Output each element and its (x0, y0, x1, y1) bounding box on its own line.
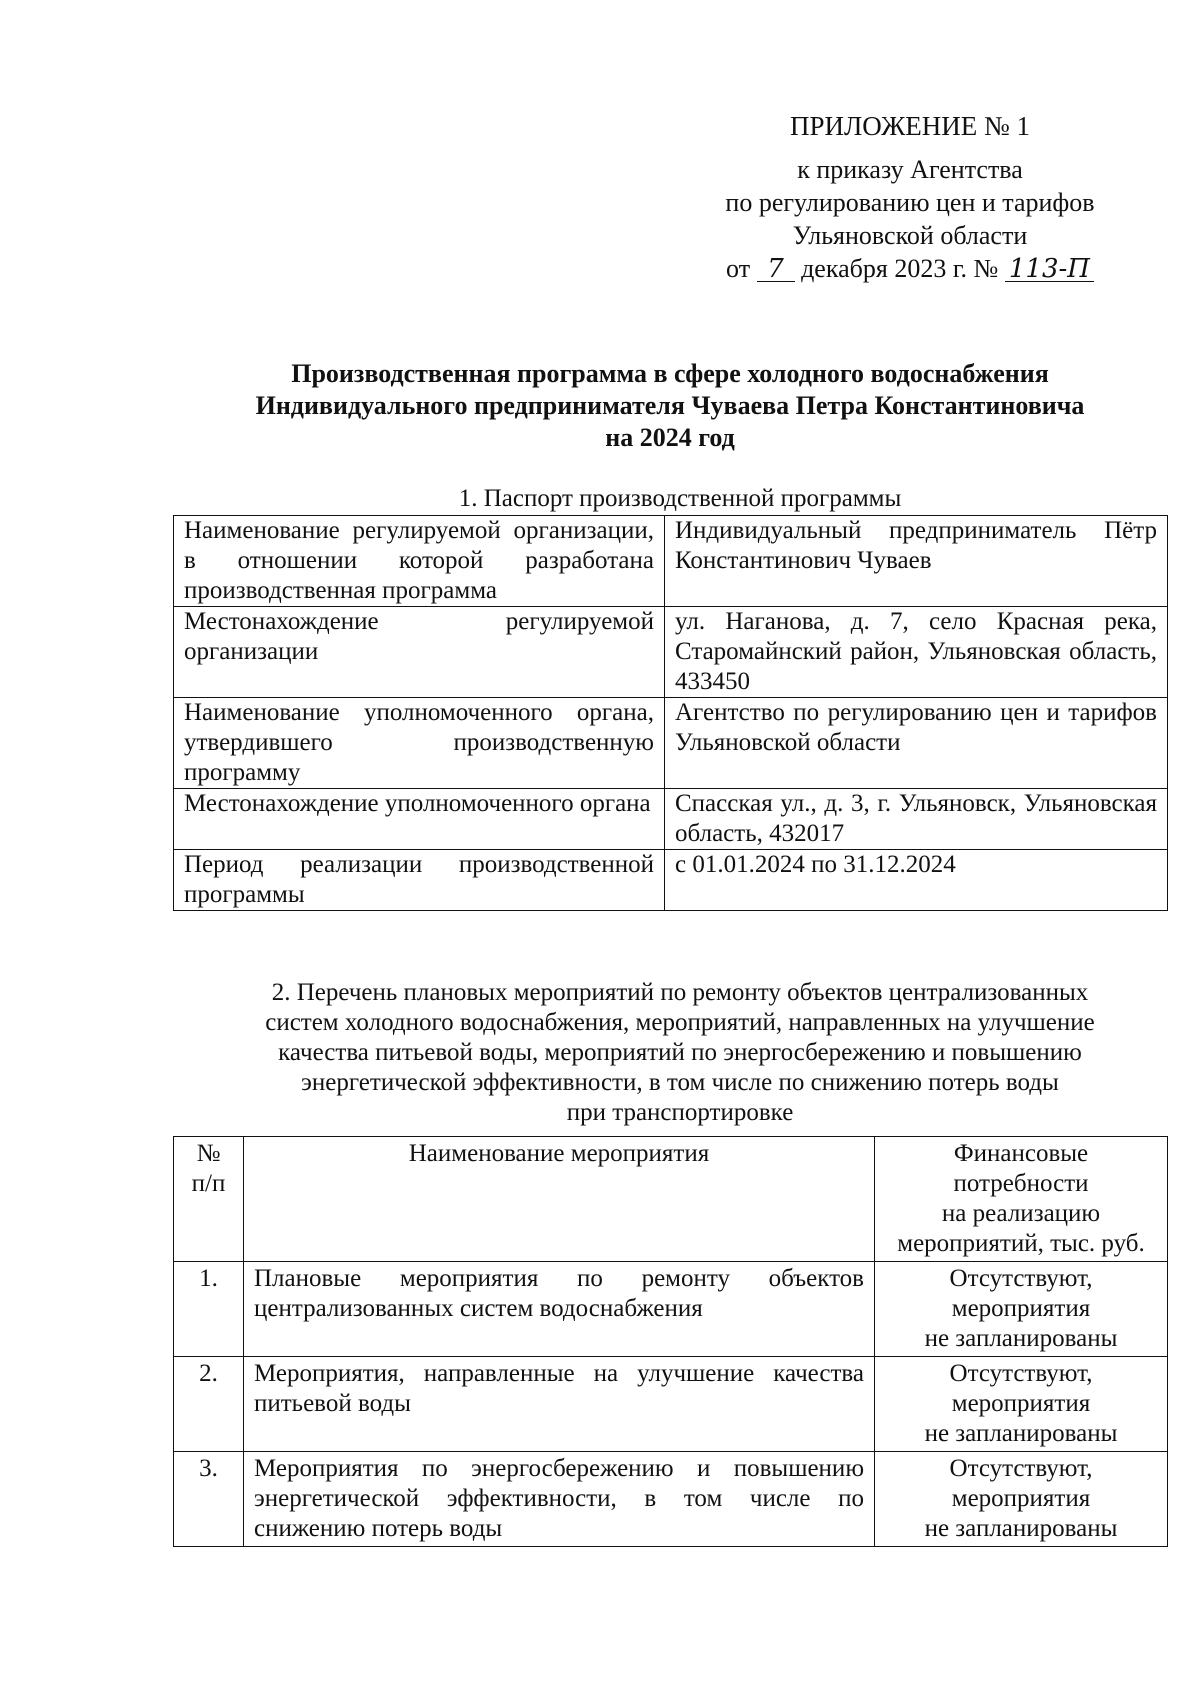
passport-label: Наименование уполномоченного органа, утвердившего производственную программу (174, 698, 665, 789)
appendix-line-1: к приказу Агентства (797, 155, 1023, 184)
table-row (174, 698, 1168, 789)
row-number: 3. (174, 1452, 244, 1547)
section-2-heading (130, 978, 1200, 1128)
measure-financing (875, 1452, 1168, 1547)
section-2-heading-line-1: 2. Перечень плановых мероприятий по ремонту объектов централизованных (271, 979, 1089, 1006)
table-row (174, 516, 1168, 607)
section-1-heading: 1. Паспорт производственной программы (458, 485, 902, 512)
financing-line: мероприятия (951, 1295, 1091, 1322)
passport-value: Агентство по регулированию цен и тарифов Ульяновской области (665, 698, 1168, 789)
measure-name: Плановые мероприятия по ремонту объектов централизованных систем водоснабжения (244, 1262, 875, 1357)
handwritten-order-number: 113-П (1005, 257, 1094, 282)
table-row (174, 1452, 1168, 1547)
measure-name: Мероприятия по энергосбережению и повышению энергетической эффективности, в том числе по снижению потерь воды (244, 1452, 875, 1547)
financing-line: не запланированы (924, 1420, 1118, 1447)
financing-line: мероприятия (951, 1485, 1091, 1512)
appendix-line-3: Ульяновской области (792, 221, 1028, 250)
table-row (174, 1262, 1168, 1357)
passport-value: с 01.01.2024 по 31.12.2024 (665, 850, 1168, 911)
title-line-2: Индивидуального предпринимателя Чуваева Петра Константиновича (255, 391, 1085, 420)
section-2-heading-line-4: энергетической эффективности, в том числе по снижению потерь воды (301, 1069, 1059, 1096)
financing-line: Отсутствуют, (949, 1265, 1093, 1292)
handwritten-day: 7 (757, 257, 795, 282)
appendix-title: ПРИЛОЖЕНИЕ № 1 (789, 111, 1031, 141)
table-row (174, 1357, 1168, 1452)
passport-table (173, 515, 1168, 911)
column-header-financing-line: на реализацию (941, 1200, 1101, 1227)
table-row (174, 607, 1168, 698)
order-date-line (700, 252, 1120, 285)
table-row (174, 789, 1168, 850)
passport-value: Спасская ул., д. 3, г. Ульяновск, Ульяновская область, 432017 (665, 789, 1168, 850)
passport-value: Индивидуальный предприниматель Пётр Константинович Чуваев (665, 516, 1168, 607)
passport-value: ул. Наганова, д. 7, село Красная река, Старомайнский район, Ульяновская область, 433450 (665, 607, 1168, 698)
financing-line: не запланированы (924, 1325, 1118, 1352)
passport-label: Период реализации производственной программы (174, 850, 665, 911)
financing-line: мероприятия (951, 1390, 1091, 1417)
passport-label: Местонахождение регулируемой организации (174, 607, 665, 698)
column-header-financing-line: Финансовые (953, 1140, 1089, 1167)
section-2-heading-line-5: при транспортировке (566, 1099, 794, 1126)
table-row (174, 850, 1168, 911)
passport-label: Наименование регулируемой организации, в отношении которой разработана производственная программа (174, 516, 665, 607)
appendix-block (700, 110, 1120, 285)
title-line-1: Производственная программа в сфере холодного водоснабжения (291, 359, 1049, 388)
measure-name: Мероприятия, направленные на улучшение качества питьевой воды (244, 1357, 875, 1452)
date-prefix: от (726, 254, 751, 283)
title-line-3: на 2024 год (605, 423, 735, 452)
section-2-heading-line-3: качества питьевой воды, мероприятий по энергосбережению и повышению (278, 1039, 1082, 1066)
section-2-heading-line-2: систем холодного водоснабжения, мероприятий, направленных на улучшение (265, 1009, 1095, 1036)
financing-line: Отсутствуют, (949, 1360, 1093, 1387)
column-header-name: Наименование мероприятия (244, 1137, 875, 1262)
passport-label: Местонахождение уполномоченного органа (174, 789, 665, 850)
measure-financing (875, 1357, 1168, 1452)
measures-table (173, 1136, 1168, 1547)
appendix-line-2: по регулированию цен и тарифов (725, 188, 1095, 217)
column-header-number (174, 1137, 244, 1262)
measure-financing (875, 1262, 1168, 1357)
column-header-number-line: п/п (191, 1170, 226, 1197)
row-number: 1. (174, 1262, 244, 1357)
column-header-number-line: № (196, 1140, 221, 1167)
column-header-financing (875, 1137, 1168, 1262)
date-text: декабря 2023 г. № (801, 254, 999, 283)
financing-line: не запланированы (924, 1515, 1118, 1542)
financing-line: Отсутствуют, (949, 1455, 1093, 1482)
column-header-financing-line: потребности (953, 1170, 1089, 1197)
table-header-row (174, 1137, 1168, 1262)
column-header-financing-line: мероприятий, тыс. руб. (897, 1230, 1145, 1257)
document-title (120, 358, 1200, 454)
row-number: 2. (174, 1357, 244, 1452)
